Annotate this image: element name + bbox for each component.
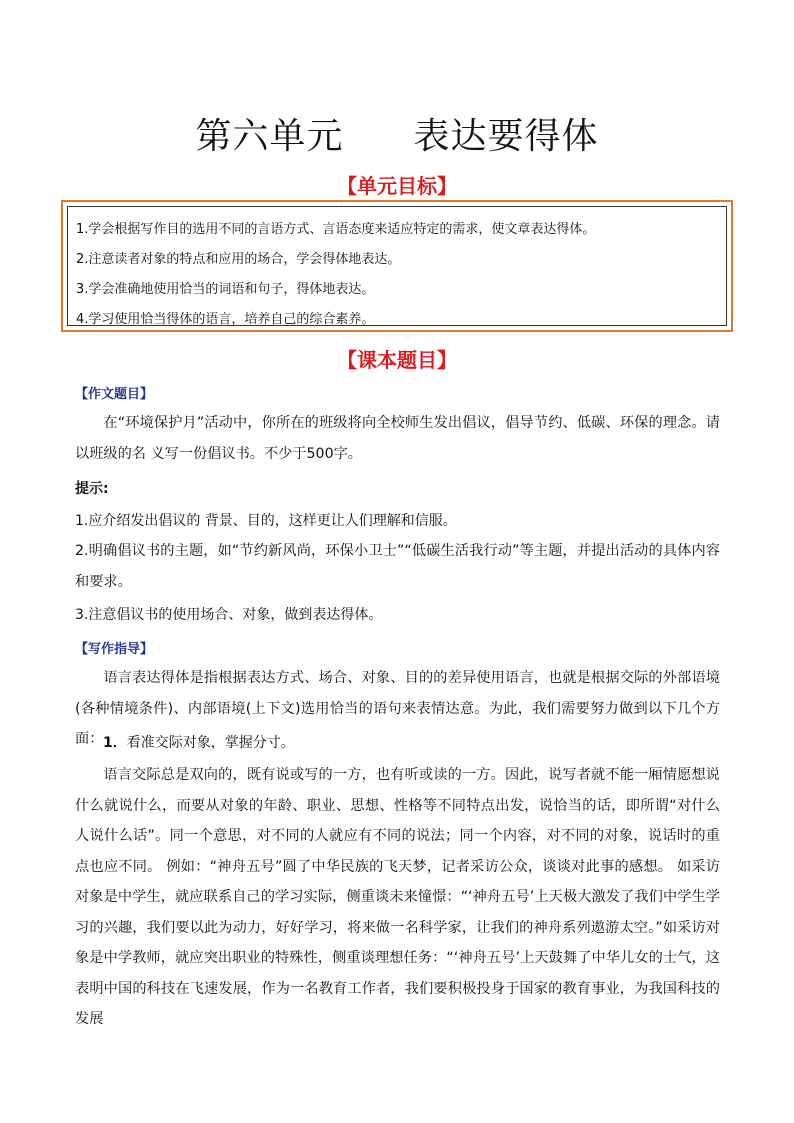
point-number: 1．	[103, 735, 127, 751]
unit-goals-heading: 【单元目标】	[337, 174, 457, 198]
page-title	[0, 108, 794, 159]
hint-item: 1.应介绍发出倡议的 背景、目的，这样更让人们理解和信服。	[75, 513, 457, 529]
topic-label: 表达要得体	[413, 116, 599, 157]
unit-goals-inner	[67, 206, 727, 326]
goal-item: 3.学会准确地使用恰当的词语和句子，得体地表达。	[76, 282, 375, 297]
essay-prompt: 在“环境保护月”活动中，你所在的班级将向全校师生发出倡议，倡导节约、低碳、环保的理念。请以班级的名 义写一份倡议书。不少于500字。	[75, 415, 720, 462]
guide-intro: 语言表达得体是指根据表达方式、场合、对象、目的的差异使用语言，也就是根据交际的外部语境(各种情境条件)、内部语境(上下文)选用恰当的语句来表情达意。为此，我们需要努力做到以下几个方面：	[75, 670, 720, 747]
guide-body: 语言交际总是双向的，既有说或写的一方，也有听或读的一方。因此，说写者就不能一厢情愿想说什么就说什么，而要从对象的年龄、职业、思想、性格等不同特点出发，说恰当的话，即所谓“对什么人说什么话”。同一个意思，对不同的人就应有不同的说法；同一个内容，对不同的对象，说话时的重点也应不同。 例如：“神舟五号”圆了中华民族的飞天梦，记者采访公众，谈谈对此事的感想。 如采访对象是中学生，就应联系自己的学习实际，侧重谈未来憧憬：“‘神舟五号’上天极大激发了我们中学生学习的兴趣，我们要以此为动力，好好学习，将来做一名科学家，让我们的神舟系列遨游太空。”如采访对象是中学教师，就应突出职业的特殊性，侧重谈理想任务：“‘神舟五号’上天鼓舞了中华儿女的士气，这表明中国的科技在飞速发展，作为一名教育工作者，我们要积极投身于国家的教育事业，为我国科技的发展	[75, 767, 720, 1027]
writing-guide-heading: 【写作指导】	[75, 642, 154, 657]
unit-label: 第六单元	[195, 116, 344, 157]
hint-item: 2.明确倡议书的主题，如“节约新风尚，环保小卫士”“低碳生活我行动”等主题，并提出活动的具体内容和要求。	[75, 543, 720, 590]
goal-item: 4.学习使用恰当得体的语言，培养自己的综合素养。	[76, 312, 375, 327]
guide-point-1	[103, 732, 295, 752]
hint-item: 3.注意倡议书的使用场合、对象，做到表达得体。	[75, 607, 383, 623]
goal-item: 2.注意读者对象的特点和应用的场合，学会得体地表达。	[76, 252, 401, 267]
hint-label: 提示:	[75, 481, 109, 497]
goal-item: 1.学会根据写作目的选用不同的言语方式、言语态度来适应特定的需求，使文章表达得体。	[76, 222, 596, 237]
essay-topic-heading: 【作文题目】	[75, 387, 154, 402]
book-topic-heading: 【课本题目】	[337, 348, 457, 372]
point-text: 看准交际对象，掌握分寸。	[126, 735, 295, 751]
unit-goals-box	[61, 200, 733, 332]
